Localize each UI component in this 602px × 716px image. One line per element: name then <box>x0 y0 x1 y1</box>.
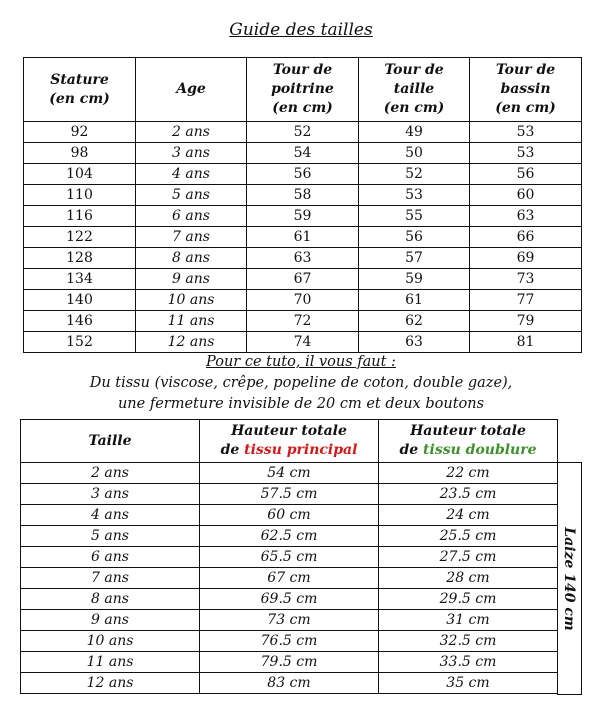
materials-info <box>0 352 602 415</box>
size-cell: 10 ans <box>21 631 200 652</box>
main-fabric-height-cell: 57.5 cm <box>200 484 379 505</box>
header-hips: Tour de bassin (en cm) <box>470 58 582 122</box>
age-cell: 7 ans <box>136 227 247 248</box>
stature-cell: 122 <box>24 227 136 248</box>
hips-cell: 60 <box>470 185 582 206</box>
header-main-line1: Hauteur totale <box>231 423 347 439</box>
waist-cell: 49 <box>359 122 470 143</box>
main-fabric-height-cell: 76.5 cm <box>200 631 379 652</box>
lining-fabric-height-cell: 33.5 cm <box>379 652 558 673</box>
chest-cell: 59 <box>247 206 359 227</box>
lining-fabric-height-cell: 32.5 cm <box>379 631 558 652</box>
stature-cell: 116 <box>24 206 136 227</box>
hips-cell: 81 <box>470 332 582 353</box>
age-cell: 10 ans <box>136 290 247 311</box>
age-cell: 9 ans <box>136 269 247 290</box>
stature-cell: 146 <box>24 311 136 332</box>
size-cell: 12 ans <box>21 673 200 694</box>
fabric-height-table <box>20 419 558 694</box>
table-row <box>24 332 582 353</box>
header-chest: Tour de poitrine (en cm) <box>247 58 359 122</box>
chest-cell: 52 <box>247 122 359 143</box>
table-row <box>24 248 582 269</box>
table-row <box>24 269 582 290</box>
materials-heading-colon: : <box>386 354 396 370</box>
table-row <box>24 185 582 206</box>
hips-cell: 79 <box>470 311 582 332</box>
size-cell: 11 ans <box>21 652 200 673</box>
stature-cell: 104 <box>24 164 136 185</box>
header-main-de: de <box>220 442 245 458</box>
table-row <box>24 143 582 164</box>
stature-cell: 98 <box>24 143 136 164</box>
size-cell: 4 ans <box>21 505 200 526</box>
waist-cell: 62 <box>359 311 470 332</box>
lining-fabric-height-cell: 25.5 cm <box>379 526 558 547</box>
table-row <box>24 122 582 143</box>
size-cell: 6 ans <box>21 547 200 568</box>
hips-cell: 66 <box>470 227 582 248</box>
main-fabric-height-cell: 79.5 cm <box>200 652 379 673</box>
stature-cell: 128 <box>24 248 136 269</box>
fabric-header-row <box>21 420 558 463</box>
age-cell: 4 ans <box>136 164 247 185</box>
table-row <box>21 610 558 631</box>
age-cell: 6 ans <box>136 206 247 227</box>
chest-cell: 74 <box>247 332 359 353</box>
age-cell: 8 ans <box>136 248 247 269</box>
table-row <box>24 311 582 332</box>
main-fabric-height-cell: 65.5 cm <box>200 547 379 568</box>
age-cell: 11 ans <box>136 311 247 332</box>
chest-cell: 72 <box>247 311 359 332</box>
hips-cell: 56 <box>470 164 582 185</box>
table-row <box>24 227 582 248</box>
waist-cell: 63 <box>359 332 470 353</box>
header-taille: Taille <box>21 420 200 463</box>
header-main-fabric <box>200 420 379 463</box>
age-cell: 5 ans <box>136 185 247 206</box>
age-cell: 3 ans <box>136 143 247 164</box>
lining-fabric-height-cell: 35 cm <box>379 673 558 694</box>
waist-cell: 57 <box>359 248 470 269</box>
size-cell: 9 ans <box>21 610 200 631</box>
fabric-width-box <box>557 462 582 695</box>
chest-cell: 54 <box>247 143 359 164</box>
table-row <box>21 484 558 505</box>
table-row <box>21 589 558 610</box>
header-stature: Stature (en cm) <box>24 58 136 122</box>
size-cell: 7 ans <box>21 568 200 589</box>
waist-cell: 53 <box>359 185 470 206</box>
main-fabric-height-cell: 73 cm <box>200 610 379 631</box>
table-row <box>21 547 558 568</box>
table-row <box>21 673 558 694</box>
size-cell: 5 ans <box>21 526 200 547</box>
size-cell: 2 ans <box>21 463 200 484</box>
hips-cell: 53 <box>470 143 582 164</box>
lining-fabric-height-cell: 29.5 cm <box>379 589 558 610</box>
table-row <box>21 568 558 589</box>
header-lining-de: de <box>399 442 424 458</box>
hips-cell: 69 <box>470 248 582 269</box>
chest-cell: 61 <box>247 227 359 248</box>
table-row <box>21 631 558 652</box>
waist-cell: 50 <box>359 143 470 164</box>
header-age: Age <box>136 58 247 122</box>
table-row <box>21 526 558 547</box>
header-lining-fabric <box>379 420 558 463</box>
header-lining-fabric-name: tissu doublure <box>423 442 537 458</box>
main-fabric-height-cell: 62.5 cm <box>200 526 379 547</box>
table-row <box>24 290 582 311</box>
lining-fabric-height-cell: 22 cm <box>379 463 558 484</box>
table-row <box>24 206 582 227</box>
lining-fabric-height-cell: 27.5 cm <box>379 547 558 568</box>
chest-cell: 63 <box>247 248 359 269</box>
lining-fabric-height-cell: 24 cm <box>379 505 558 526</box>
page-title <box>0 20 602 40</box>
hips-cell: 73 <box>470 269 582 290</box>
waist-cell: 59 <box>359 269 470 290</box>
header-lining-line2 <box>379 441 557 460</box>
size-cell: 3 ans <box>21 484 200 505</box>
size-guide-header-row <box>24 58 582 122</box>
waist-cell: 56 <box>359 227 470 248</box>
size-cell: 8 ans <box>21 589 200 610</box>
size-guide-body <box>24 122 582 353</box>
header-main-line2 <box>200 441 378 460</box>
table-row <box>21 505 558 526</box>
lining-fabric-height-cell: 23.5 cm <box>379 484 558 505</box>
fabric-height-body <box>21 463 558 694</box>
hips-cell: 63 <box>470 206 582 227</box>
materials-line-2: une fermeture invisible de 20 cm et deux boutons <box>117 396 485 412</box>
hips-cell: 77 <box>470 290 582 311</box>
table-row <box>24 164 582 185</box>
main-fabric-height-cell: 69.5 cm <box>200 589 379 610</box>
chest-cell: 67 <box>247 269 359 290</box>
header-waist: Tour de taille (en cm) <box>359 58 470 122</box>
main-fabric-height-cell: 67 cm <box>200 568 379 589</box>
waist-cell: 61 <box>359 290 470 311</box>
age-cell: 2 ans <box>136 122 247 143</box>
main-fabric-height-cell: 60 cm <box>200 505 379 526</box>
materials-line-1: Du tissu (viscose, crêpe, popeline de coton, double gaze), <box>89 375 513 391</box>
main-fabric-height-cell: 83 cm <box>200 673 379 694</box>
age-cell: 12 ans <box>136 332 247 353</box>
hips-cell: 53 <box>470 122 582 143</box>
table-row <box>21 652 558 673</box>
chest-cell: 70 <box>247 290 359 311</box>
chest-cell: 58 <box>247 185 359 206</box>
chest-cell: 56 <box>247 164 359 185</box>
stature-cell: 140 <box>24 290 136 311</box>
waist-cell: 55 <box>359 206 470 227</box>
fabric-width-label: Laize 140 cm <box>561 526 577 631</box>
size-guide-table <box>23 57 582 353</box>
waist-cell: 52 <box>359 164 470 185</box>
main-fabric-height-cell: 54 cm <box>200 463 379 484</box>
table-row <box>21 463 558 484</box>
header-lining-line1: Hauteur totale <box>410 423 526 439</box>
stature-cell: 110 <box>24 185 136 206</box>
stature-cell: 92 <box>24 122 136 143</box>
stature-cell: 152 <box>24 332 136 353</box>
materials-heading-text: Pour ce tuto, il vous faut <box>206 354 387 370</box>
materials-heading <box>0 352 602 373</box>
lining-fabric-height-cell: 31 cm <box>379 610 558 631</box>
stature-cell: 134 <box>24 269 136 290</box>
page-title-text: Guide des tailles <box>229 20 373 40</box>
lining-fabric-height-cell: 28 cm <box>379 568 558 589</box>
header-main-fabric-name: tissu principal <box>244 442 358 458</box>
